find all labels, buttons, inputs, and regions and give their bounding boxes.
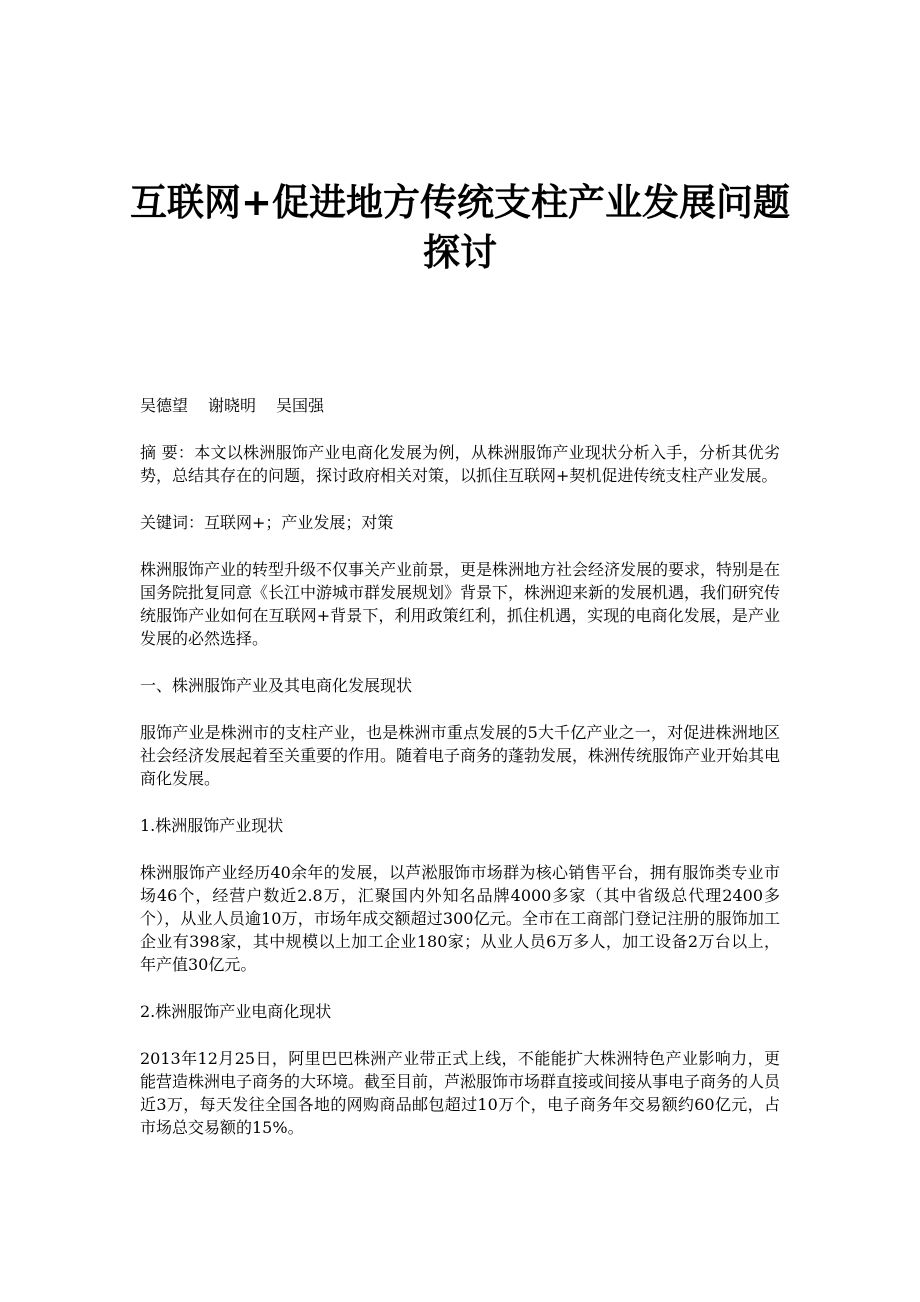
section-paragraph: 服饰产业是株洲市的支柱产业，也是株洲市重点发展的5大千亿产业之一，对促进株洲地区社会经济发展起着至关重要的作用。随着电子商务的蓬勃发展，株洲传统服饰产业开始其电商化发展。 [140,723,781,788]
document-body [140,394,780,1163]
subsection-heading: 1.株洲服饰产业现状 [140,816,284,835]
keywords-text: 互联网+；产业发展；对策 [204,513,394,532]
subsection-paragraph: 株洲服饰产业经历40余年的发展，以芦淞服饰市场群为核心销售平台，拥有服饰类专业市场46个，经营户数近2.8万，汇聚国内外知名品牌4000多家（其中省级总代理2400多个），从业人员逾10万，市场年成交额超过300亿元。全市在工商部门登记注册的服饰加工企业有398家，其中规模以上加工企业180家；从业人员6万多人，加工设备2万台以上，年产值30亿元。 [140,863,780,974]
keywords-label: 关键词： [140,513,205,532]
subsection-paragraph: 2013年12月25日，阿里巴巴株洲产业带正式上线，不能能扩大株洲特色产业影响力，更能营造株洲电子商务的大环境。截至目前，芦淞服饰市场群直接或间接从事电子商务的人员近3万，每天发往全国各地的网购商品邮包超过10万个，电子商务年交易额约60亿元，占市场总交易额的15%。 [140,1049,781,1137]
abstract-text: 本文以株洲服饰产业电商化发展为例，从株洲服饰产业现状分析入手，分析其优劣势，总结其存在的问题，探讨政府相关对策，以抓住互联网+契机促进传统支柱产业发展。 [140,443,780,485]
author-list [140,394,780,417]
intro-paragraph: 株洲服饰产业的转型升级不仅事关产业前景，更是株洲地方社会经济发展的要求，特别是在国务院批复同意《长江中游城市群发展规划》背景下，株洲迎来新的发展机遇，我们研究传统服饰产业如何在互联网+背景下，利用政策红利，抓住机遇，实现的电商化发展，是产业发展的必然选择。 [140,560,781,648]
subsection-heading: 2.株洲服饰产业电商化现状 [140,1002,332,1021]
document-title: 互联网+促进地方传统支柱产业发展问题探讨 [129,181,790,274]
author-name: 谢晓明 [208,396,257,415]
keywords [140,511,780,534]
author-name: 吴国强 [276,396,325,415]
author-name: 吴德望 [140,396,189,415]
abstract-label: 摘 要： [140,443,195,462]
section-heading: 一、株洲服饰产业及其电商化发展现状 [140,676,413,695]
abstract [140,441,780,487]
